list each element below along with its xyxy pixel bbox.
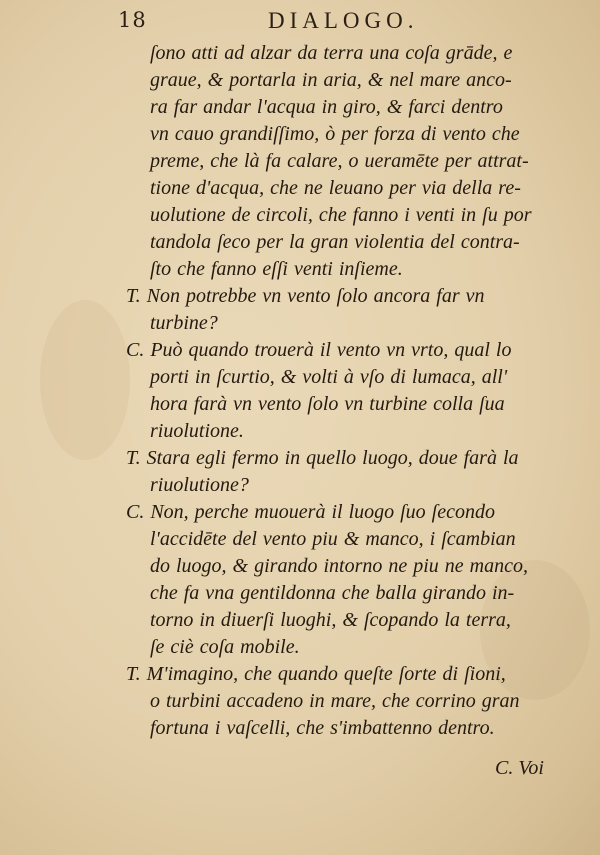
- text-line: ſe ciè coſa mobile.: [150, 636, 300, 658]
- text-line: T. Stara egli fermo in quello luogo, doue farà la: [126, 447, 519, 469]
- text-line: tandola ſeco per la gran violentia del contra-: [150, 231, 520, 253]
- page-header: [118, 8, 538, 38]
- text-line: hora farà vn vento ſolo vn turbine colla ſua: [150, 393, 505, 415]
- catchword: C. Voi: [495, 757, 544, 779]
- text-line: porti in ſcurtio, & volti à vſo di lumaca, all': [150, 366, 508, 388]
- text-line: turbine?: [150, 312, 218, 334]
- text-line: torno in diuerſi luoghi, & ſcopando la terra,: [150, 609, 511, 631]
- page-number: 18: [118, 8, 147, 32]
- text-line: l'accidēte del vento piu & manco, i ſcambian: [150, 528, 516, 550]
- text-line: graue, & portarla in aria, & nel mare anco-: [150, 69, 512, 91]
- text-line: o turbini accadeno in mare, che corrino gran: [150, 690, 520, 712]
- text-line: riuolutione?: [150, 474, 249, 496]
- text-line: uolutione de circoli, che fanno i venti in ſu por: [150, 204, 532, 226]
- text-line: riuolutione.: [150, 420, 244, 442]
- text-line: ſto che fanno eſſi venti inſieme.: [150, 258, 403, 280]
- text-line: fortuna i vaſcelli, che s'imbattenno dentro.: [150, 717, 495, 739]
- text-line: ſono atti ad alzar da terra una coſa grāde, e: [150, 42, 513, 64]
- text-line: C. Può quando trouerà il vento vn vrto, qual lo: [126, 339, 512, 361]
- text-line: vn cauo grandiſſimo, ò per forza di vento che: [150, 123, 520, 145]
- text-line: che fa vna gentildonna che balla girando in-: [150, 582, 515, 604]
- text-line: T. M'imagino, che quando queſte ſorte di ſioni,: [126, 663, 506, 685]
- text-line: preme, che là fa calare, o ueramēte per attrat-: [150, 150, 529, 172]
- text-line: T. Non potrebbe vn vento ſolo ancora far vn: [126, 285, 485, 307]
- text-line: do luogo, & girando intorno ne piu ne manco,: [150, 555, 528, 577]
- text-line: C. Non, perche muouerà il luogo ſuo ſecondo: [126, 501, 495, 523]
- text-line: ra far andar l'acqua in giro, & farci dentro: [150, 96, 503, 118]
- paper-stain: [40, 300, 130, 460]
- running-title: DIALOGO.: [268, 8, 419, 33]
- body-text: [126, 40, 571, 742]
- text-line: tione d'acqua, che ne leuano per via della re-: [150, 177, 521, 199]
